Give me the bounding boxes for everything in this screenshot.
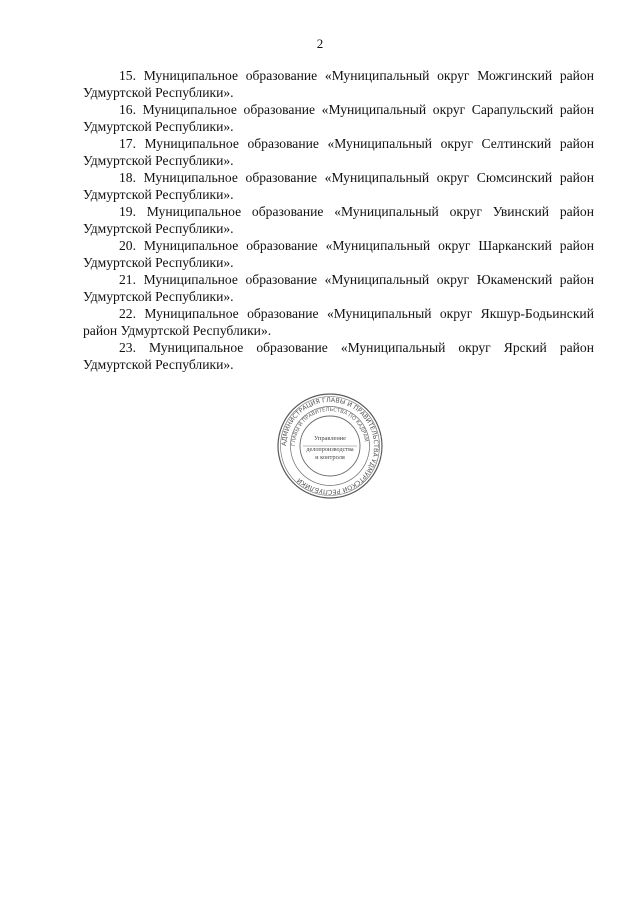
page-number: 2 xyxy=(316,36,324,51)
stamp-center-line-1: Управление xyxy=(313,435,347,442)
list-item: 19. Муниципальное образование «Муниципальный округ Увинский район Удмуртской Республики». xyxy=(83,204,594,236)
list-item: 20. Муниципальное образование «Муниципальный округ Шарканский район Удмуртской Республики». xyxy=(83,238,594,270)
list-item: 16. Муниципальное образование «Муниципальный округ Сарапульский район Удмуртской Республики». xyxy=(83,102,594,134)
stamp-center-line-3: и контроля xyxy=(315,454,345,461)
list-item: 17. Муниципальное образование «Муниципальный округ Селтинский район Удмуртской Республики». xyxy=(83,136,594,168)
list-item: 23. Муниципальное образование «Муниципальный округ Ярский район Удмуртской Республики». xyxy=(83,340,594,372)
stamp-center-line-2: делопроизводства xyxy=(306,446,354,453)
stamp-ring-inner-text: ГЛАВЫ И ПРАВИТЕЛЬСТВА ПО КАДРАМ xyxy=(290,406,369,447)
list-item: 15. Муниципальное образование «Муниципальный округ Можгинский район Удмуртской Республики». xyxy=(83,68,594,100)
stamp-seal-icon xyxy=(275,391,385,501)
item-list xyxy=(83,67,594,373)
stamp-ring-outer-text: АДМИНИСТРАЦИЯ ГЛАВЫ И ПРАВИТЕЛЬСТВА УДМУРТСКОЙ РЕСПУБЛИКИ xyxy=(280,396,380,496)
official-stamp xyxy=(275,391,385,501)
list-item: 21. Муниципальное образование «Муниципальный округ Юкаменский район Удмуртской Республики». xyxy=(83,272,594,304)
list-item: 18. Муниципальное образование «Муниципальный округ Сюмсинский район Удмуртской Республики». xyxy=(83,170,594,202)
list-item: 22. Муниципальное образование «Муниципальный округ Якшур-Бодьинский район Удмуртской Республики». xyxy=(83,306,594,338)
